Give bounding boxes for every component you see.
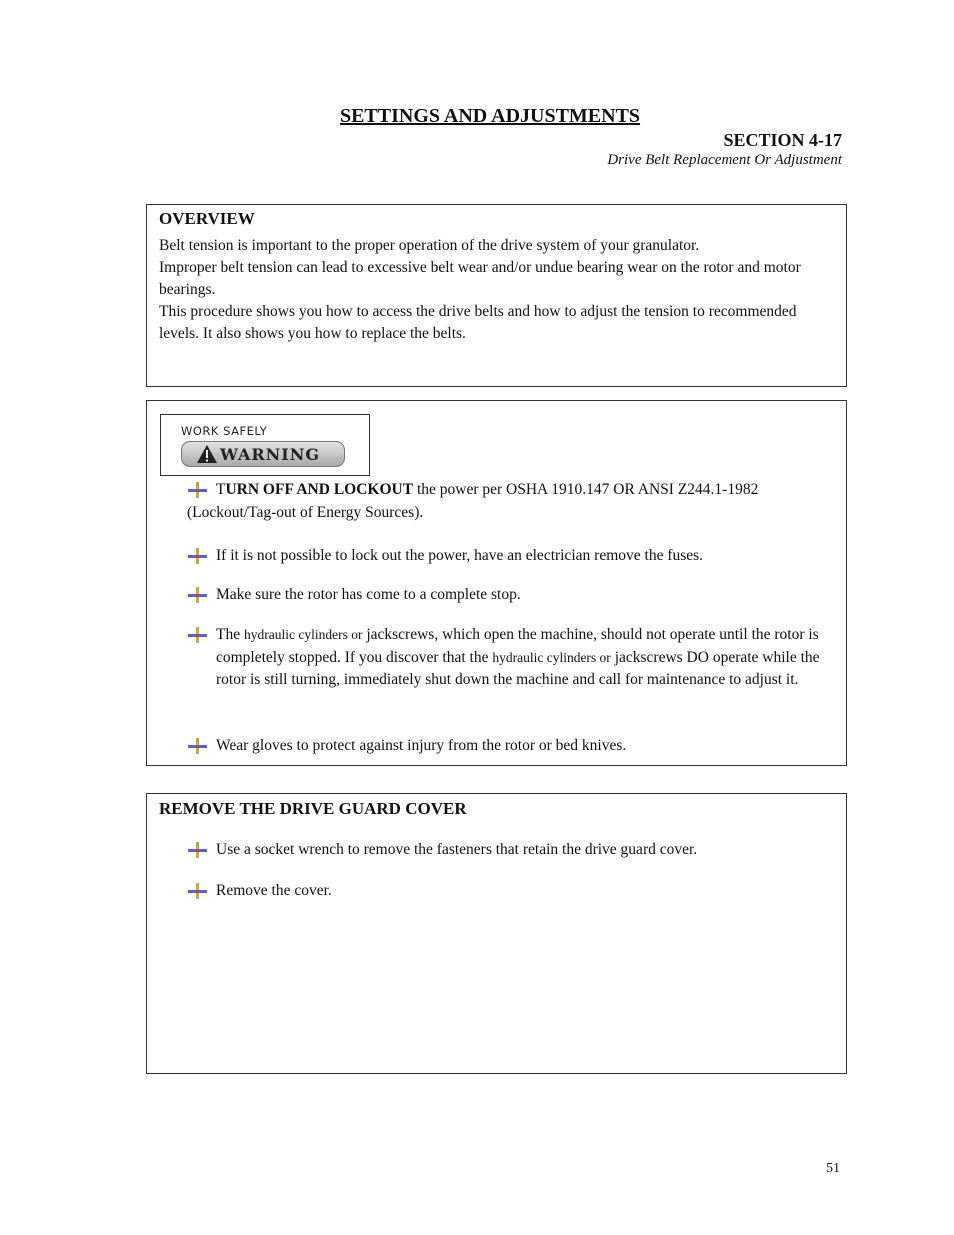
bullet-text: The [216, 626, 244, 643]
bullet-text: jackscrews DO operate while the rotor is still turning, immediately shut down the machine and call for maintenance to adjust it. [216, 648, 820, 688]
list-item-text: Wear gloves to protect against injury from the rotor or bed knives. [216, 737, 627, 754]
bullet-text: T [216, 481, 226, 498]
remove-heading: REMOVE THE DRIVE GUARD COVER [159, 799, 467, 818]
section-number: SECTION 4-17 [723, 130, 842, 150]
page-title: SETTINGS AND ADJUSTMENTS [339, 105, 641, 127]
badge-top-text: WORK SAFELY [181, 424, 268, 438]
page-number: 51 [826, 1161, 840, 1176]
badge-warning-text: WARNING [220, 445, 321, 464]
bullet-cross-icon [187, 841, 207, 859]
overview-text [159, 235, 839, 345]
bullet-cross-icon [187, 586, 207, 604]
overview-paragraph: Belt tension is important to the proper operation of the drive system of your granulator. [159, 237, 700, 254]
list-item-text: Use a socket wrench to remove the fasteners that retain the drive guard cover. [216, 841, 698, 858]
lockout-emphasis: URN OFF AND LOCKOUT [225, 481, 414, 498]
bullet-cross-icon [187, 882, 207, 900]
bullet-cross-icon [187, 547, 207, 565]
bullet-cross-icon [187, 626, 207, 644]
overview-paragraph: This procedure shows you how to access the drive belts and how to adjust the tension to recommended levels. It also shows you how to replace the belts. [159, 303, 797, 342]
list-item-text [187, 479, 837, 524]
bullet-text-small: hydraulic cylinders or [243, 627, 363, 642]
list-item-text: Make sure the rotor has come to a complete stop. [216, 586, 521, 603]
bullet-cross-icon [187, 737, 207, 755]
overview-paragraph: Improper belt tension can lead to excessive belt wear and/or undue bearing wear on the rotor and motor bearings. [159, 259, 801, 298]
list-item-text: Remove the cover. [216, 882, 332, 899]
section-subtitle: Drive Belt Replacement Or Adjustment [607, 152, 842, 168]
warning-pill [181, 441, 345, 467]
remove-drive-guard-box [146, 793, 847, 1074]
safety-warning-box [146, 400, 847, 766]
bullet-text: the power per OSHA 1910.147 OR ANSI Z244.1-1982 (Lockout/Tag-out of Energy Sources). [187, 481, 759, 521]
list-item-text: If it is not possible to lock out the power, have an electrician remove the fuses. [216, 547, 704, 564]
work-safely-warning-badge [160, 414, 370, 476]
list-item-text [216, 624, 837, 692]
overview-box [146, 204, 847, 387]
warning-triangle-icon [196, 444, 218, 464]
bullet-text-small: hydraulic cylinders or [492, 649, 611, 665]
bullet-text: jackscrews, which open the machine, should not operate until the rotor is completely stopped. If you discover that the [216, 626, 819, 666]
overview-heading: OVERVIEW [159, 209, 255, 228]
